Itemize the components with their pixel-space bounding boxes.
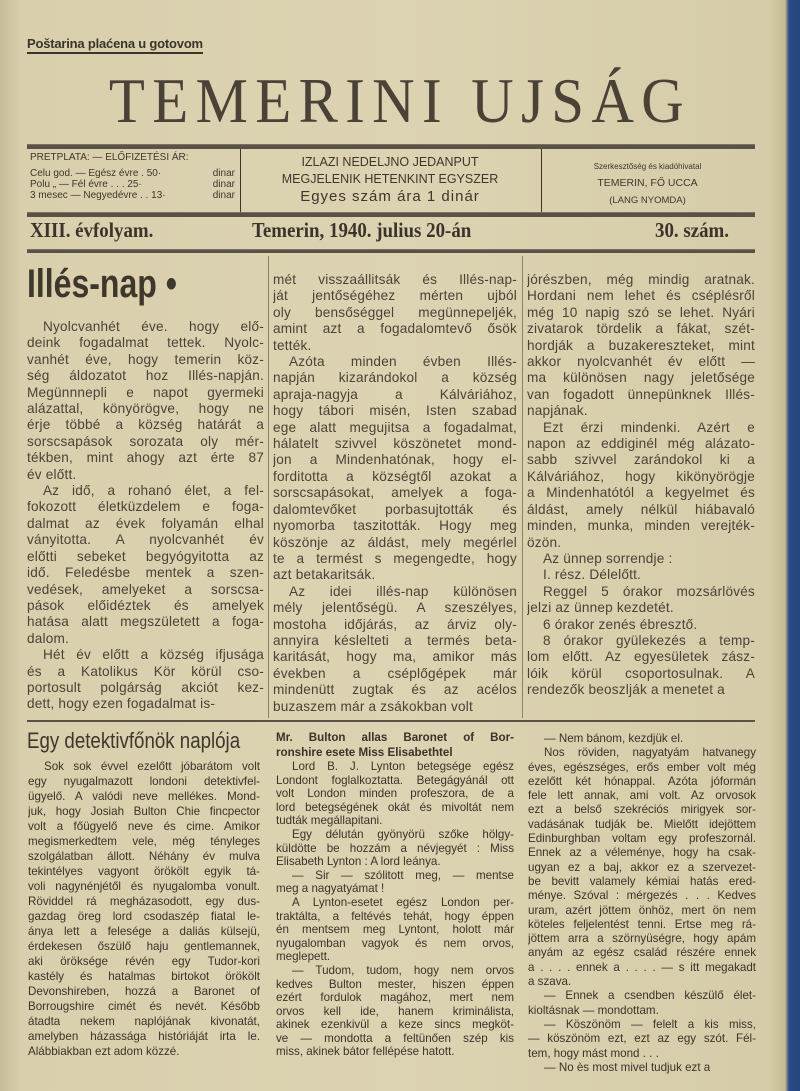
text-line: Nyolcvanhét éve. hogy elő- (43, 319, 264, 334)
text-line: Edinburghban voltam egy profeszornál. (528, 832, 756, 846)
text-line: juk, hogy Josiah Bulton Chie fincpector (28, 805, 260, 818)
text-line: Reggel 5 órakor mozsárlövés (543, 583, 755, 599)
text-line: Alábbiakban ezt adom közzé. (28, 1045, 180, 1058)
text-line: rendezők beoszlják a menetet a (527, 682, 725, 698)
text-line: ménye. Szóval : mérgezés . . . Kedves (528, 889, 756, 903)
text-line: — Nem bánom, kezdjük el. (544, 732, 684, 745)
office-info (545, 158, 750, 209)
text-line: portosult polgárság akciót kez- (27, 679, 264, 695)
text-line: ezelőtt két hónappal. Azóta jóformán (528, 774, 756, 788)
text-line: Az idő, a rohanó élet, a fel- (43, 483, 264, 499)
newspaper-title: TEMERINI UJSÁG (108, 65, 692, 136)
text-line: napján kizarándokol a község (273, 370, 517, 386)
text-line: Borrougshire cimét és nevét. Később (28, 1000, 260, 1013)
text-line: deink fogadalmat tettek. Nyolc- (27, 335, 264, 351)
divider (541, 149, 542, 212)
text-line: hálatelt szivvel köszönetet mond- (273, 436, 517, 452)
publication-line: IZLAZI NEDELJNO JEDANPUT (301, 155, 479, 169)
text-line: te a termést s megengedte, hogy (273, 550, 517, 566)
text-line: — Köszönöm — felelt a kis miss, (544, 1017, 756, 1031)
text-line: — Ennek a csendben készülő élet- (544, 989, 756, 1003)
text-line: oly bensőséggel megünnepeljék, (273, 304, 517, 320)
article-subtitle: ronshire esete Miss Elisabethtel (276, 746, 453, 759)
text-line: akkor nyolcvanhét év előtt — (527, 354, 755, 370)
text-line: a . . . . ennek a . . . . — s itt megakadt (528, 960, 756, 974)
text-line: alázattal, könyörögve, hogy ne (27, 401, 264, 417)
text-line: Lord B. J. Lynton betegsége egész (292, 760, 514, 773)
text-line: kioltásnak — mondottam. (528, 1003, 659, 1017)
text-line: Az ünnep sorrendje : (543, 550, 673, 566)
price-row (30, 168, 235, 179)
divider (27, 144, 755, 149)
text-line: A Lynton-esetet egész London per- (292, 895, 514, 909)
publication-line: MEGJELENIK HETENKINT EGYSZER (281, 172, 499, 186)
article-column (527, 272, 755, 699)
text-line: Megünnnepli e napot gyermeki (27, 384, 264, 400)
text-line: — Sir — szólitott meg, — mentse (292, 868, 514, 882)
office-label: Szerkesztőség és kiadóhivatal (593, 162, 702, 171)
text-line: hordják a buzakereszteket, mint (527, 337, 755, 353)
text-line: Nos röviden, nagyatyám hatvanegy (544, 746, 756, 760)
price-unit: dinar (212, 168, 235, 179)
text-line: Ennek az a véleménye, hogy ha csak- (528, 846, 756, 860)
text-line: sorscsapásokat, amelyek a foga- (273, 485, 517, 501)
text-line: ege alatt megujitsa a fogadalmat, (273, 419, 517, 435)
text-line: Az idei illés-nap különösen (289, 583, 517, 599)
text-line: ve — mondotta a feltünően szép kis (276, 1031, 514, 1045)
text-line: apraja-nagyja a Kálváriához, (273, 386, 517, 402)
text-line: szolgálatban állott. Néhány év mulva (28, 850, 260, 863)
text-line: sorscsapások sorozata oly mér- (27, 433, 264, 449)
text-line: amelyben házassága históriáját irta le. (28, 1030, 260, 1043)
text-line: Elisabeth Lynton : A lord leánya. (276, 855, 441, 869)
text-line: gazdag öreg lord csodaszép fiatal le- (28, 910, 260, 923)
text-line: minden, munka, minden verejték- (527, 518, 755, 534)
text-line: előtti sebeket begyógyitotta az (27, 548, 264, 564)
text-line: Egy délután gyönyörü szőke hölgy- (292, 827, 514, 841)
text-line: köszönje az áldást, mely megérlel (273, 534, 517, 550)
text-line: Röviddel rá megházasodott, egy dus- (28, 895, 260, 908)
text-line: forditotta a községtől azokat a (273, 468, 517, 484)
price-unit: dinar (212, 190, 235, 201)
text-line: voli nagynénjétől és nyugalomba vonult. (28, 880, 260, 893)
text-line: napjának. (527, 403, 588, 419)
text-line: dalmat az évek folyamán elhal (27, 515, 264, 531)
text-line: dett, hogy ezen fogadalmat is- (27, 696, 216, 712)
text-line: lord betegségének okát és mivoltát nem (276, 800, 514, 814)
text-line: Londont foglalkoztatta. Betegágyánál ott (276, 773, 514, 787)
subscription-heading: PRETPLATA: — ELŐFIZETÉSI ÁR: (30, 152, 189, 163)
text-line: érdekesen őszülő haju gentlemannek, (28, 940, 260, 953)
price-period: Polu „ — Fél évre . . . 25· (30, 179, 142, 190)
text-line: zivatarok tördelik a fákat, szét- (527, 321, 755, 337)
text-line: hogy tábori misén, Isten szabad (273, 403, 517, 419)
text-line: buzaszem már a zsákokban volt (273, 698, 473, 714)
article-body (276, 760, 514, 1059)
text-line: tekintélyes vagyont örökölt egyik tá- (28, 865, 260, 878)
text-line: megismerkedtem vele, még tényleges (28, 835, 260, 848)
article-title: Egy detektivfőnök naplója (27, 728, 241, 753)
text-line: kedves Bulton mester, hiszen éppen (276, 977, 514, 991)
divider (27, 212, 755, 217)
article-column (273, 272, 517, 715)
text-line: én mentsem meg Lyntont, holott már (276, 923, 514, 937)
text-line: meg a nagyatyámat ! (276, 882, 385, 896)
subscription-prices (30, 152, 235, 201)
text-line: mét visszaállitsák és Illés-nap- (273, 272, 517, 287)
text-line: napon az eddiginél még alázato- (527, 436, 755, 452)
column-divider (522, 256, 523, 718)
text-line: 6 órakor zenés ébresztő. (543, 616, 698, 632)
price-per-issue: Egyes szám ára 1 dinár (300, 188, 480, 205)
text-line: tudták megállapitani. (276, 814, 383, 828)
column-divider (268, 256, 269, 718)
text-line: egy nyugalmazott londoni detektivfel- (28, 775, 260, 788)
text-line: dalomtevőket porbasujtották és (273, 501, 517, 517)
text-line: — No ès most mivel tudjuk ezt a (544, 1060, 711, 1074)
text-line: kastély és hatalmas birtokot örökölt (28, 970, 260, 983)
text-line: tékben, mint ahogy azt érte 87 (27, 450, 264, 466)
text-line: érje többé a község határát a (27, 417, 264, 433)
text-line: azt betakaritsák. (273, 567, 376, 583)
price-period: Celu god. — Egész évre . 50· (30, 168, 162, 179)
text-line: orvos kell ide, hanem kriminálista, (276, 1004, 514, 1018)
text-line: traktálta, a feltévés tehát, hogy éppen (276, 909, 514, 923)
text-line: mély jelentőségü. A szeszélyes, (273, 600, 517, 616)
text-line: Azóta minden évben Illés- (289, 354, 517, 370)
price-row (30, 190, 235, 201)
text-line: fele lett annak, ami volt. Az orvosok (528, 789, 756, 803)
text-line: Devonshireben, hozzá a Baronet of (28, 985, 260, 998)
text-line: Sok sok évvel ezelőtt jóbarátom volt (44, 760, 260, 773)
article-column (28, 759, 260, 1059)
divider (27, 249, 755, 253)
text-line: jon a Mindenhatónak, hogy el- (273, 452, 517, 468)
text-line: áldást, amely nélkül hiábavaló (527, 501, 755, 517)
text-line: ugyan ez a baj, akkor ez a szervezet- (528, 860, 756, 874)
text-line: években a cséplőgépek már (273, 665, 517, 681)
text-line: akinek ezenkivül a keze sincs megköt- (276, 1018, 514, 1032)
text-line: küldötte be hozzám a névjegyét : Miss (276, 841, 514, 855)
price-period: 3 mesec — Negyedévre . . 13· (30, 190, 166, 201)
text-line: vedések, amelyeket a sorscsa- (27, 581, 264, 597)
text-line: a Mindenhatótól a kegyelmet és (527, 485, 755, 501)
dateline: Temerin, 1940. julius 20-án (252, 218, 472, 242)
text-line: van fogadott ünnepünknek Illés- (527, 386, 755, 402)
text-line: idő. Feledésbe mentek a szen- (27, 565, 264, 581)
text-line: ezért fordulok magához, mert nem (276, 991, 514, 1005)
text-line: vadásának tudják be. Mielőtt idejöttem (528, 817, 756, 831)
text-line: mindenütt zugtak és az acélos (273, 682, 517, 698)
text-line: köteles feljelentést tenni. Ertse meg rá- (528, 917, 756, 931)
article-subtitle: Mr. Bulton allas Baronet of Bor- (276, 731, 514, 744)
text-line: 8 órakor gyülekezés a temp- (543, 632, 755, 648)
article-column (528, 732, 756, 1075)
text-line: ánya lett a felesége a daliás külsejü, (28, 925, 260, 938)
volume-label: XIII. évfolyam. (30, 218, 154, 242)
text-line: özön. (527, 534, 562, 550)
text-line: amint azt a fogadalomtevő ősök (273, 321, 517, 337)
text-line: Kálváriához, hogy kikönyörögje (527, 468, 755, 484)
text-line: ezt a belső szekréciós mirigyek sor- (528, 803, 756, 817)
text-line: I. rész. Délelőtt. (543, 567, 642, 583)
text-line: lom előtt. Az egyesületek zász- (527, 649, 755, 665)
text-line: karitását, hogy ma, amikor más (273, 649, 517, 665)
text-line: lóik körül csoportosulnak. A (527, 665, 755, 681)
text-line: — köszönöm ezt, ezt az egy szót. Fél- (528, 1032, 756, 1046)
divider (240, 149, 241, 212)
article-title: Illés-nap • (27, 262, 177, 306)
text-line: Ezt érzi mindenki. Azért e (543, 419, 755, 435)
text-line: hatása alatt megszületett a foga- (27, 614, 264, 630)
office-address: TEMERIN, FŐ UCCA (597, 177, 698, 189)
text-line: és a Katolikus Kör körül cso- (27, 663, 264, 679)
text-line: tették. (273, 337, 312, 353)
text-line: mostoha időjárás, az árviz oly- (273, 616, 517, 632)
divider (27, 720, 755, 722)
text-line: be bevitt valamely kémiai hatás ered- (528, 874, 756, 888)
text-line: Hét év előtt a község ifjusága (43, 647, 264, 663)
text-line: miss, akinek bátor fellépése hatott. (276, 1045, 455, 1059)
text-line: ügyelő. A valódi neve mellékes. Mond- (28, 790, 260, 803)
text-line: év előtt. (27, 466, 77, 482)
text-line: uram, azért jöttem önhöz, mert ön nem (528, 903, 756, 917)
issue-number: 30. szám. (655, 218, 730, 242)
publication-info (245, 154, 535, 205)
text-line: átadta nekem naplójának kivonatát, (28, 1015, 260, 1028)
text-line: tem, hogy mást mond . . . (528, 1046, 659, 1060)
text-line: a szava. (528, 975, 572, 989)
text-line: nyugalomban vagyok és nem orvos, (276, 936, 514, 950)
printer-name: (LANG NYOMDA) (609, 195, 686, 206)
text-line: volt a főügyelő neve és cime. Amikor (28, 820, 260, 833)
text-line: vanhét éve, hogy temerin köz- (27, 351, 264, 367)
text-line: volt London minden profeszora, de a (276, 787, 514, 801)
text-line: jelzi az ünnep kezdetét. (527, 600, 674, 616)
text-line: meglepett. (276, 950, 331, 964)
text-line: jórészben, még mindig aratnak. (527, 272, 755, 287)
text-line: Hordani nem lehet és cséplésről (527, 288, 755, 304)
text-line: jöttem arra a szörnyüségre, hogy apám (528, 932, 756, 946)
text-line: még 10 napig szó se lehet. Nyári (527, 304, 755, 320)
text-line: sabb szivvel zarándokol ki a (527, 452, 755, 468)
text-line: pások előidéztek és amelyek (27, 597, 264, 613)
text-line: ványitotta. A nyolcvanhét év (27, 532, 264, 548)
article-column (276, 730, 514, 1059)
text-line: ség áldozatot hoz Illés-napján. (27, 368, 264, 384)
text-line: dalom. (27, 630, 70, 646)
text-line: ma különösen nagy jeletősége (527, 370, 755, 386)
text-line: annyira késlelteti a termés beta- (273, 632, 517, 648)
text-line: aki öröksége révén egy Tudor-kori (28, 955, 260, 968)
price-unit: dinar (212, 179, 235, 190)
text-line: ját jentőségéhez mérten ujból (273, 288, 517, 304)
text-line: — Tudom, tudom, hogy nem orvos (292, 963, 514, 977)
text-line: fokozott életküzdelem e foga- (27, 499, 264, 515)
text-line: anyám az egész család részére ennek (528, 946, 756, 960)
postage-notice: Poštarina plaćena u gotovom (27, 36, 203, 54)
text-line: éves, egészséges, erős ember volt még (528, 760, 756, 774)
text-line: nyomorba taszitották. Hogy meg (273, 518, 517, 534)
price-row (30, 179, 235, 190)
article-column (27, 319, 264, 713)
